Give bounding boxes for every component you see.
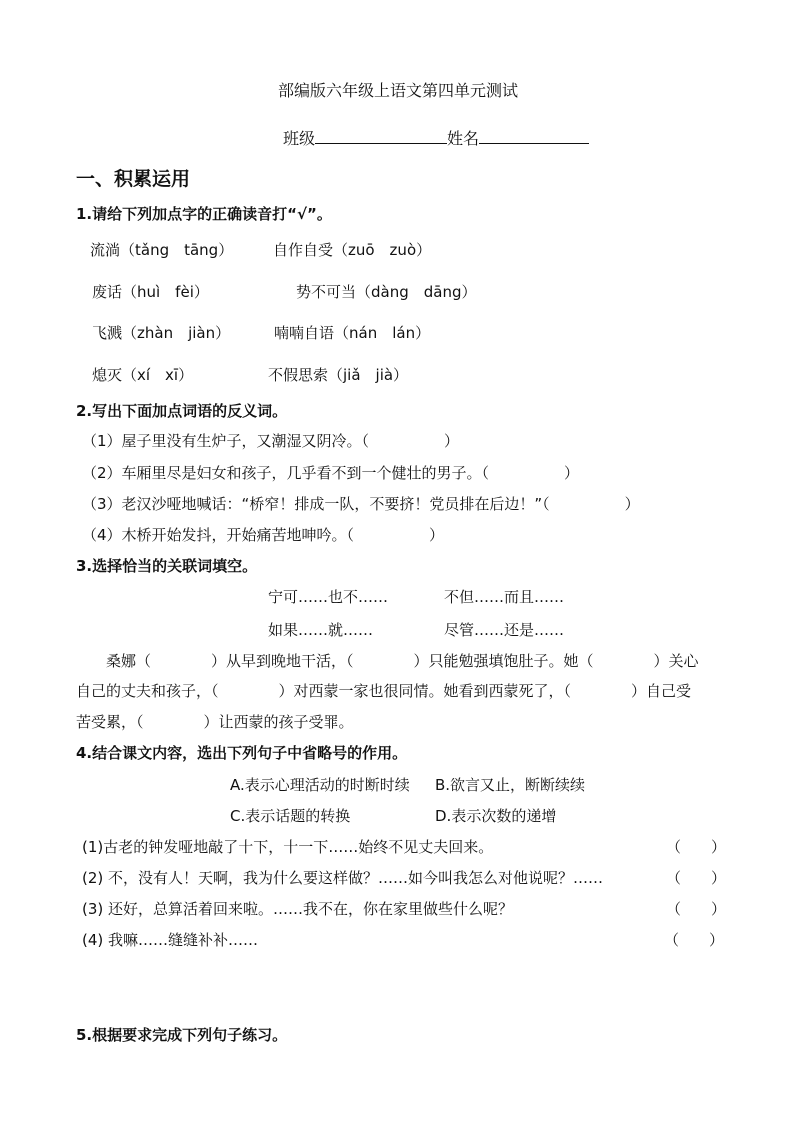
q1-item[interactable]: 飞溅（zhàn jiàn） (92, 324, 231, 342)
q2-item[interactable]: （4）木桥开始发抖，开始痛苦地呻吟。（ ） (82, 526, 445, 544)
q4-option: B.欲言又止，断断续续 (435, 776, 586, 794)
q3-passage-line[interactable]: 桑娜（ ）从早到晚地干活，（ ）只能勉强填饱肚子。她（ ）关心 (76, 652, 699, 670)
q2-item[interactable]: （2）车厢里尽是妇女和孩子，几乎看不到一个健壮的男子。（ ） (82, 464, 580, 482)
q3-passage-line[interactable]: 自己的丈夫和孩子，（ ）对西蒙一家也很同情。她看到西蒙死了，（ ）自己受 (76, 682, 692, 700)
q4-item: (2) 不，没有人！天啊，我为什么要这样做？……如今叫我怎么对他说呢？…… (82, 869, 604, 887)
class-blank[interactable] (315, 128, 447, 144)
q3-option: 如果……就…… (268, 621, 374, 639)
q2-item[interactable]: （1）屋子里没有生炉子，又潮湿又阴冷。（ ） (82, 432, 460, 450)
q2-item[interactable]: （3）老汉沙哑地喊话：“桥窄！排成一队，不要挤！党员排在后边！”（ ） (82, 495, 640, 513)
q1-item[interactable]: 不假思索（jiǎ jià） (268, 366, 409, 384)
q1-item[interactable]: 势不可当（dàng dāng） (296, 283, 477, 301)
q4-answer-bracket[interactable]: （ ） (666, 838, 727, 856)
q4-answer-bracket[interactable]: （ ） (664, 931, 725, 949)
section-heading: 一、积累运用 (76, 168, 191, 190)
q2-title: 2.写出下面加点词语的反义词。 (76, 402, 288, 420)
name-blank[interactable] (479, 128, 589, 144)
class-label: 班级 (283, 129, 316, 148)
student-info-line (283, 126, 589, 149)
q4-option: C.表示话题的转换 (230, 807, 351, 825)
q1-item[interactable]: 流淌（tǎng tāng） (90, 241, 234, 259)
page-title: 部编版六年级上语文第四单元测试 (278, 81, 519, 100)
q4-title: 4.结合课文内容，选出下列句子中省略号的作用。 (76, 744, 408, 762)
q4-option: D.表示次数的递增 (435, 807, 557, 825)
q4-answer-bracket[interactable]: （ ） (666, 900, 727, 918)
q1-title: 1.请给下列加点字的正确读音打“√”。 (76, 205, 332, 223)
q4-item: (1)古老的钟发哑地敲了十下，十一下……始终不见丈夫回来。 (82, 838, 494, 856)
q1-item[interactable]: 废话（huì fèi） (92, 283, 209, 301)
q3-passage-line[interactable]: 苦受累，（ ）让西蒙的孩子受罪。 (76, 713, 354, 731)
q4-answer-bracket[interactable]: （ ） (666, 869, 727, 887)
q3-option: 不但……而且…… (444, 588, 565, 606)
q5-title: 5.根据要求完成下列句子练习。 (76, 1026, 288, 1044)
q1-item[interactable]: 自作自受（zuō zuò） (273, 241, 432, 259)
name-label: 姓名 (447, 129, 480, 148)
q4-option: A.表示心理活动的时断时续 (230, 776, 410, 794)
q3-title: 3.选择恰当的关联词填空。 (76, 557, 258, 575)
q3-option: 尽管……还是…… (444, 621, 565, 639)
q3-option: 宁可……也不…… (268, 588, 389, 606)
q4-item: (4) 我嘛……缝缝补补…… (82, 931, 259, 949)
q1-item[interactable]: 喃喃自语（nán lán） (274, 324, 431, 342)
q1-item[interactable]: 熄灭（xí xī） (92, 366, 194, 384)
q4-item: (3) 还好，总算活着回来啦。……我不在，你在家里做些什么呢？ (82, 900, 514, 918)
